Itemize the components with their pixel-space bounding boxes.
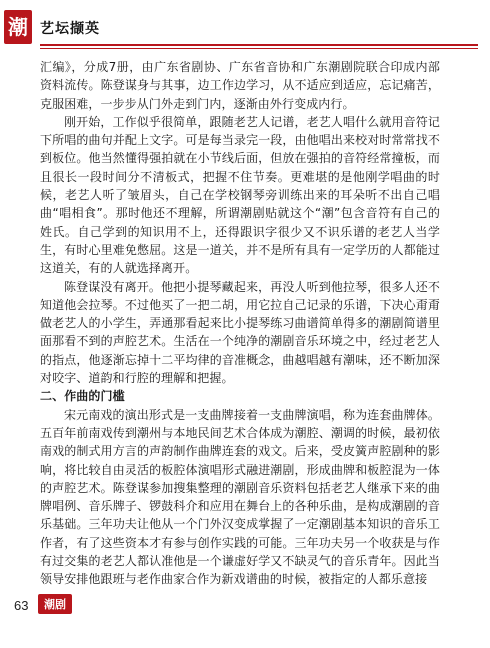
section-heading: 二、作曲的门槛 — [40, 389, 125, 404]
paragraph-1: 汇编》，分成7册，由广东省剧协、广东省音协和广东潮剧院联合印成内部资料流传。陈登谋身与其事，边工作边学习，从不适应到适应，忘记痛苦，克服困难，一步步从门外走到门内，逐渐由外行变成内行。 — [40, 60, 440, 111]
page-number: 63 — [14, 598, 29, 613]
article-body — [40, 58, 440, 589]
paragraph-3: 陈登谋没有离开。他把小提琴藏起来，再没人听到他拉琴，很多人还不知道他会拉琴。不过他买了一把二胡，用它拉自己记录的乐谱，下决心甭甭做老艺人的小学生，弄通那看起来比小提琴练习曲谱简单得多的潮剧简谱里面那看不到的声腔艺术。生活在一个纯净的潮剧音乐环境之中，经过老艺人的指点，他逐渐忘掉十二平均律的音准概念，曲越唱越有潮味，还不断加深对咬字、道韵和行腔的理解和把握。 — [40, 279, 440, 386]
footer-logo-icon: 潮剧 — [38, 594, 72, 614]
paragraph-2: 刚开始，工作似乎很简单，跟随老艺人记谱，老艺人唱什么就用音符记下所唱的曲句并配上文字。可是每当录完一段，由他唱出来校对时常常找不到板位。他当然懂得强拍就在小节线后面，但放在强拍的音符经常撞板，而且很长一段时间分不清板式，把握不住节奏。更难堪的是他刚学唱曲的时候，老艺人听了皱眉头，自己在学校钢琴旁训练出来的耳朵听不出自己唱曲“唱相食”。那时他还不理解，所谓潮剧贴就这个“潮”包含音符有自己的姓氏。自己学到的知识用不上，还得跟识字很少又不识乐谱的老艺人当学生，有时心里难免憋屈。这是一道关，并不是所有具有一定学历的人都能过这道关，有的人就选择离开。 — [40, 114, 440, 276]
header-rule-thin — [40, 48, 478, 49]
magazine-logo-icon: 潮 — [4, 10, 32, 44]
paragraph-4: 宋元南戏的演出形式是一支曲牌接着一支曲牌演唱，称为连套曲牌体。五百年前南戏传到潮州与本地民间艺术合体成为潮腔、潮调的时候，最初依南戏的制式用方言的声韵制作曲牌连套的戏文。后来，受皮簧声腔剧种的影响，将比较自由灵活的板腔体演唱形式融进潮剧，形成曲牌和板腔混为一体的声腔艺术。陈登谋参加搜集整理的潮剧音乐资料包括老艺人继承下来的曲牌唱例、音乐牌子、锣鼓科介和应用在舞台上的各种乐曲，是构成潮剧的音乐基础。三年功夫让他从一个门外汉变成掌握了一定潮剧基本知识的音乐工作者，有了这些资本才有参与创作实践的可能。三年功夫另一个收获是与作有过交集的老艺人都认准他是一个谦虚好学又不缺灵气的音乐青年。因此当领导安排他跟班与老作曲家合作为新戏谱曲的时候，被指定的人都乐意接 — [40, 407, 440, 587]
header-rule — [40, 44, 478, 46]
page-header — [0, 0, 490, 48]
section-title: 艺坛撷英 — [40, 21, 100, 37]
